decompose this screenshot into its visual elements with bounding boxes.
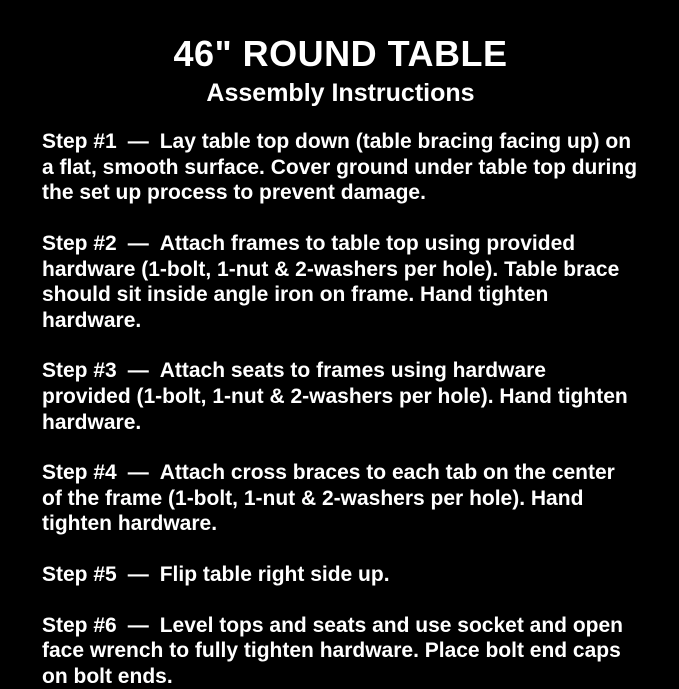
step-1-text: Lay table top down (table bracing facing up) on a flat, smooth surface. Cover ground under table top during the set up process to prevent damage.	[42, 130, 638, 205]
step-6-text: Level tops and seats and use socket and open face wrench to fully tighten hardware. Place bolt end caps on bolt ends.	[42, 613, 624, 688]
step-2-label: Step #2	[42, 231, 117, 255]
step-4-dash: —	[127, 461, 149, 485]
page-title: 46" ROUND TABLE	[173, 33, 508, 74]
step-2-text: Attach frames to table top using provided hardware (1-bolt, 1-nut & 2-washers per hole). Table brace should sit inside angle iron on frame. Hand tighten hardware.	[42, 231, 620, 332]
step-4-paragraph	[42, 460, 639, 537]
step-5-dash: —	[127, 563, 149, 587]
step-2-dash: —	[127, 231, 149, 255]
step-6-label: Step #6	[42, 613, 117, 637]
step-6-dash: —	[127, 613, 149, 637]
step-1-dash: —	[127, 130, 149, 154]
step-1-label: Step #1	[42, 130, 117, 154]
step-5-text: Flip table right side up.	[159, 563, 390, 587]
step-4-text: Attach cross braces to each tab on the center of the frame (1-bolt, 1-nut & 2-washers per hole). Hand tighten hardware.	[42, 461, 615, 536]
step-6-paragraph	[42, 613, 639, 689]
step-2-paragraph	[42, 231, 639, 333]
page-subtitle: Assembly Instructions	[206, 78, 475, 107]
step-5-label: Step #5	[42, 563, 117, 587]
step-3-text: Attach seats to frames using hardware provided (1-bolt, 1-nut & 2-washers per hole). Hand tighten hardware.	[42, 359, 628, 434]
step-3-dash: —	[127, 359, 149, 383]
step-3-paragraph	[42, 358, 639, 435]
step-5-paragraph	[42, 562, 639, 588]
step-4-label: Step #4	[42, 461, 117, 485]
step-3-label: Step #3	[42, 359, 117, 383]
step-1-paragraph	[42, 129, 639, 206]
